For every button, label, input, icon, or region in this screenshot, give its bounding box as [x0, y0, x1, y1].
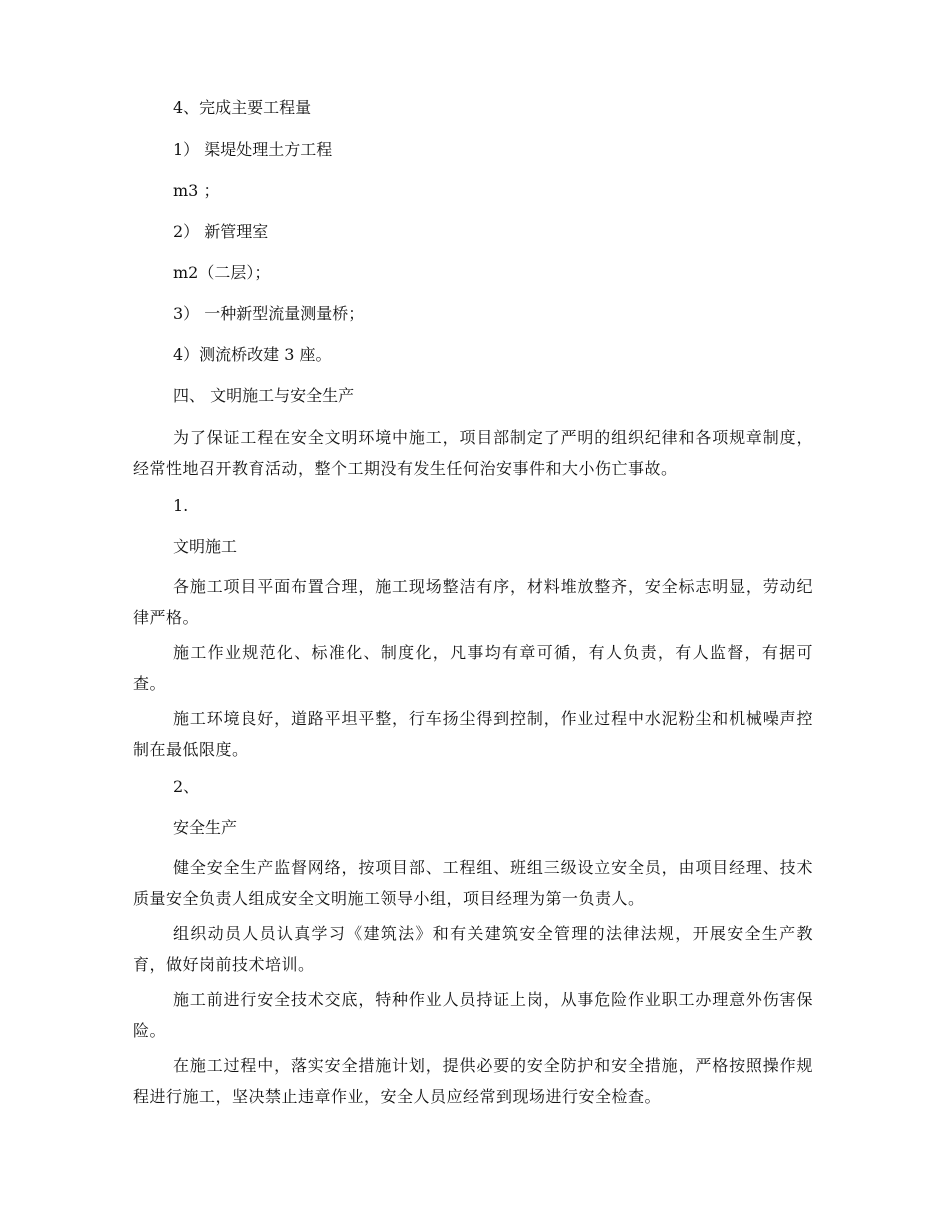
- list-item-earthwork: 1） 渠堤处理土方工程: [173, 140, 333, 159]
- list-item-flow-bridge: 3） 一种新型流量测量桥；: [173, 304, 365, 323]
- section-heading-workload: 4、完成主要工程量: [173, 98, 312, 117]
- paragraph-supervision: 健全安全生产监督网络，按项目部、工程组、班组三级设立安全员，由项目经理、技术质量安全负责人组成安全文明施工领导小组，项目经理为第一负责人。: [133, 858, 813, 908]
- subsection-number-2: 2、: [173, 777, 200, 796]
- subsection-number-1: 1.: [173, 496, 189, 515]
- list-item-earthwork-unit: m3 ；: [173, 181, 220, 200]
- paragraph-layout: 各施工项目平面布置合理，施工现场整洁有序，材料堆放整齐，安全标志明显，劳动纪律严格。: [133, 577, 813, 627]
- list-item-bridge-rebuild: 4）测流桥改建 3 座。: [173, 345, 332, 364]
- paragraph-standardization: 施工作业规范化、标准化、制度化，凡事均有章可循，有人负责，有人监督，有据可查。: [133, 643, 813, 693]
- subsection-heading-safety: 安全生产: [173, 818, 238, 837]
- paragraph-intro: 为了保证工程在安全文明环境中施工，项目部制定了严明的组织纪律和各项规章制度，经常性地召开教育活动，整个工期没有发生任何治安事件和大小伤亡事故。: [133, 428, 813, 478]
- paragraph-measures: 在施工过程中，落实安全措施计划，提供必要的安全防护和安全措施，严格按照操作规程进行施工，坚决禁止违章作业，安全人员应经常到现场进行安全检查。: [133, 1056, 813, 1106]
- list-item-management-room-unit: m2（二层）；: [173, 263, 271, 282]
- paragraph-environment: 施工环境良好，道路平坦平整，行车扬尘得到控制，作业过程中水泥粉尘和机械噪声控制在最低限度。: [133, 709, 813, 759]
- paragraph-disclosure: 施工前进行安全技术交底，特种作业人员持证上岗，从事危险作业职工办理意外伤害保险。: [133, 990, 813, 1040]
- section-heading-civilized-safety: 四、 文明施工与安全生产: [173, 386, 355, 405]
- list-item-management-room: 2） 新管理室: [173, 222, 269, 241]
- subsection-heading-civilized: 文明施工: [173, 537, 238, 556]
- paragraph-training: 组织动员人员认真学习《建筑法》和有关建筑安全管理的法律法规，开展安全生产教育，做好岗前技术培训。: [133, 924, 813, 974]
